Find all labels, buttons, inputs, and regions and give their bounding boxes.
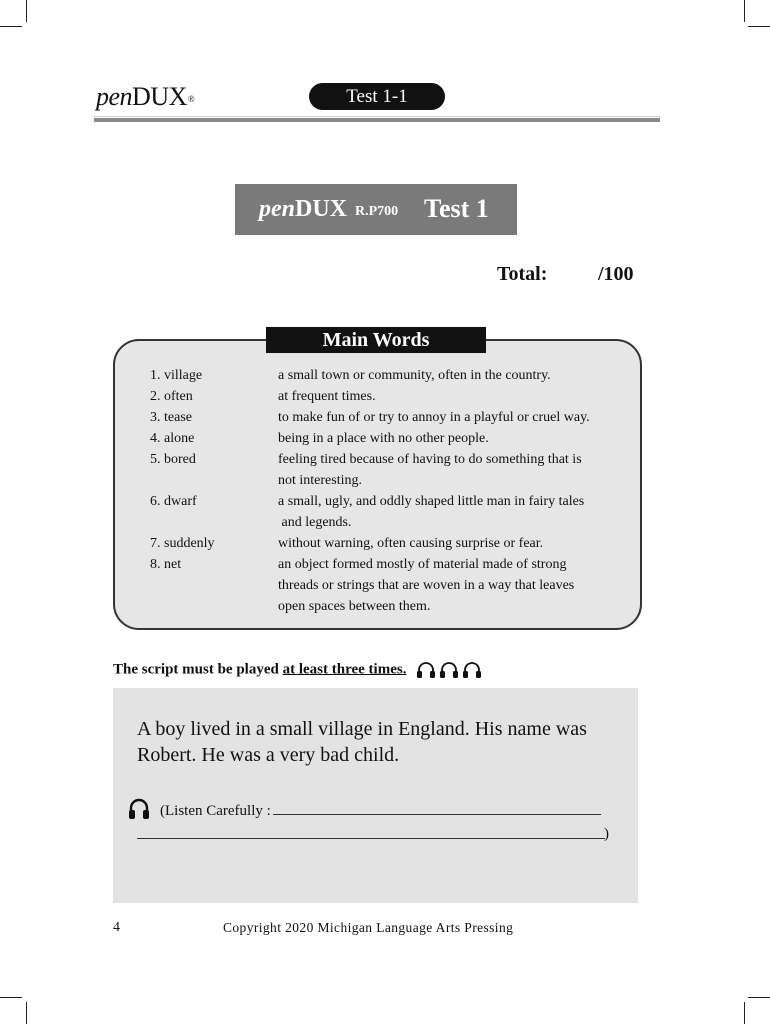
word-entry bbox=[150, 554, 620, 617]
headphones-icons bbox=[416, 661, 485, 679]
definition-line: a small town or community, often in the country. bbox=[278, 368, 551, 383]
title-level: R.P700 bbox=[355, 204, 399, 219]
word-entry bbox=[150, 407, 620, 428]
definition-line: open spaces between them. bbox=[278, 599, 431, 614]
word-entry bbox=[150, 449, 620, 491]
script-instruction-emphasis: at least three times. bbox=[282, 661, 407, 678]
word-term: 5. bored bbox=[150, 452, 196, 467]
script-instruction: The script must be played at least three times. bbox=[113, 661, 485, 679]
script-passage: A boy lived in a small village in England. His name was Robert. He was a very bad child. bbox=[137, 718, 587, 766]
total-score-field: /100 bbox=[598, 263, 634, 285]
answer-blank-continued[interactable] bbox=[137, 838, 605, 839]
crop-mark bbox=[26, 1002, 27, 1024]
crop-mark bbox=[748, 997, 770, 998]
definition-line: to make fun of or try to annoy in a playful or cruel way. bbox=[278, 410, 590, 425]
word-definition bbox=[278, 386, 620, 407]
definition-line: without warning, often causing surprise or fear. bbox=[278, 536, 544, 551]
definition-line: being in a place with no other people. bbox=[278, 431, 489, 446]
word-definition bbox=[278, 554, 620, 617]
word-entry bbox=[150, 428, 620, 449]
crop-mark bbox=[26, 0, 27, 22]
page-number: 4 bbox=[113, 920, 120, 935]
test-number-badge: Test 1-1 bbox=[309, 83, 445, 110]
definition-line: and legends. bbox=[278, 515, 352, 530]
total-label: Total: bbox=[497, 263, 548, 285]
listen-carefully-line: (Listen Carefully : bbox=[160, 800, 601, 820]
word-entry bbox=[150, 365, 620, 386]
header-divider-thin bbox=[94, 116, 660, 117]
word-term: 7. suddenly bbox=[150, 536, 215, 551]
word-term: 6. dwarf bbox=[150, 494, 197, 509]
crop-mark bbox=[0, 997, 22, 998]
definition-line: at frequent times. bbox=[278, 389, 376, 404]
word-entry bbox=[150, 386, 620, 407]
headphones-icon bbox=[439, 661, 459, 679]
word-definition bbox=[278, 533, 620, 554]
word-definition bbox=[278, 365, 620, 386]
crop-mark bbox=[748, 26, 770, 27]
definition-line: not interesting. bbox=[278, 473, 362, 488]
title-test: Test 1 bbox=[424, 194, 489, 223]
word-definition bbox=[278, 449, 620, 491]
header-divider bbox=[94, 118, 660, 122]
word-term: 4. alone bbox=[150, 431, 195, 446]
definition-line: feeling tired because of having to do something that is bbox=[278, 452, 582, 467]
crop-mark bbox=[0, 26, 22, 27]
listening-script-box bbox=[113, 688, 638, 903]
word-definition bbox=[278, 428, 620, 449]
word-term: 2. often bbox=[150, 389, 193, 404]
main-words-heading: Main Words bbox=[266, 327, 486, 353]
definition-line: an object formed mostly of material made of strong bbox=[278, 557, 567, 572]
crop-mark bbox=[744, 1002, 745, 1024]
word-definition bbox=[278, 407, 620, 428]
headphones-icon bbox=[462, 661, 482, 679]
headphones-icon bbox=[416, 661, 436, 679]
answer-blank[interactable] bbox=[273, 800, 601, 815]
main-words-list bbox=[150, 365, 620, 617]
word-term: 3. tease bbox=[150, 410, 192, 425]
definition-line: a small, ugly, and oddly shaped little man in fairy tales bbox=[278, 494, 585, 509]
word-definition bbox=[278, 491, 620, 533]
closing-parenthesis: ) bbox=[604, 826, 609, 842]
copyright-notice: Copyright 2020 Michigan Language Arts Pressing bbox=[223, 920, 514, 935]
definition-line: threads or strings that are woven in a way that leaves bbox=[278, 578, 575, 593]
word-entry bbox=[150, 533, 620, 554]
pendux-logo: penDUX® bbox=[96, 82, 195, 111]
title-brand: penDUX bbox=[259, 196, 347, 222]
crop-mark bbox=[744, 0, 745, 22]
word-term: 1. village bbox=[150, 368, 203, 383]
word-term: 8. net bbox=[150, 557, 182, 572]
test-title-banner bbox=[235, 184, 517, 235]
word-entry bbox=[150, 491, 620, 533]
headphones-icon bbox=[128, 797, 150, 821]
